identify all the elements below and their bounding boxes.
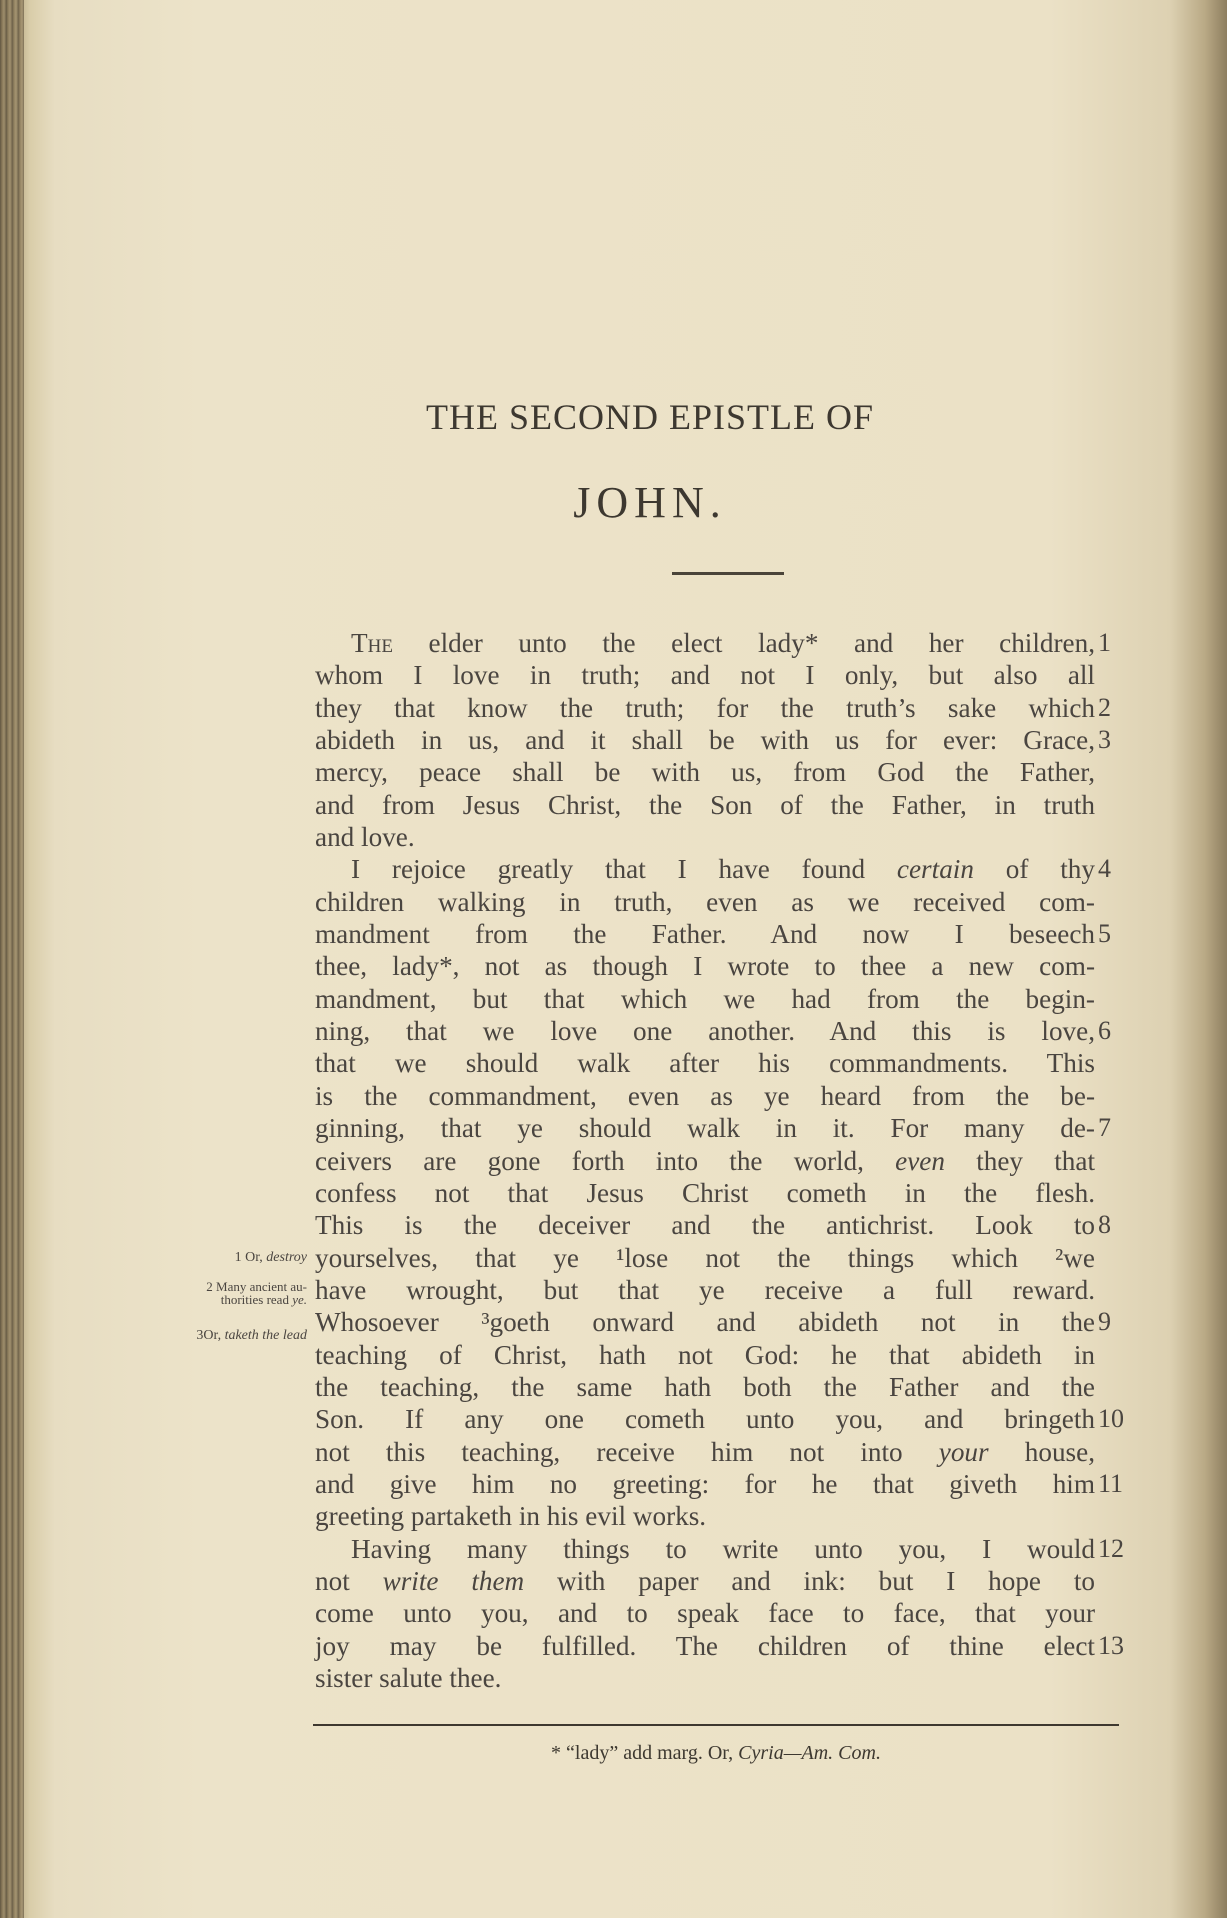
- text-line: whom I love in truth; and not I only, but also all: [315, 660, 1095, 691]
- text-line: ning, that we love one another. And this is love,: [315, 1016, 1095, 1047]
- text-line: sister salute thee.: [315, 1663, 502, 1693]
- text-line: ginning, that ye should walk in it. For many de-: [315, 1113, 1095, 1144]
- text-line: and love.: [315, 822, 415, 853]
- margin-note-3: 3Or, taketh the lead: [196, 1328, 307, 1343]
- text-line: greeting partaketh in his evil works.: [315, 1501, 707, 1532]
- scripture-text: [315, 627, 1095, 1694]
- text-line: come unto you, and to speak face to face, that your: [315, 1598, 1095, 1629]
- verse-number: 9: [1098, 1307, 1111, 1337]
- footnote-divider: [313, 1724, 1119, 1726]
- epistle-title-line1: THE SECOND EPISTLE OF: [425, 397, 874, 437]
- text-line: mandment from the Father. And now I beseech: [315, 919, 1095, 950]
- text-line: not this teaching, receive him not into your house,: [315, 1436, 1095, 1467]
- verse-number: 7: [1098, 1113, 1111, 1143]
- text-line: confess not that Jesus Christ cometh in the flesh.: [315, 1177, 1095, 1208]
- text-line: This is the deceiver and the antichrist. Look to: [315, 1210, 1095, 1241]
- verse-number: 13: [1098, 1630, 1124, 1660]
- verse-number: 11: [1098, 1469, 1124, 1499]
- verse-number: 1: [1098, 628, 1111, 657]
- text-line: yourselves, that ye ¹lose not the things which ²we: [315, 1242, 1095, 1273]
- text-line: that we should walk after his commandments. This: [315, 1048, 1095, 1079]
- verse-number: 8: [1098, 1210, 1111, 1240]
- verse-number: 4: [1098, 854, 1111, 884]
- verse-number: 2: [1098, 692, 1111, 722]
- verse-number: 3: [1098, 725, 1111, 755]
- text-line: they that know the truth; for the truth’s sake which: [315, 692, 1095, 723]
- margin-note-1: 1 Or, destroy: [234, 1250, 307, 1265]
- text-line: and from Jesus Christ, the Son of the Father, in truth: [315, 789, 1095, 820]
- text-line: I rejoice greatly that I have found certain of thy: [351, 854, 1095, 885]
- text-line: not write them with paper and ink: but I hope to: [315, 1565, 1095, 1596]
- text-line: Having many things to write unto you, I would: [351, 1533, 1095, 1564]
- title-divider: [672, 572, 784, 575]
- text-line: abideth in us, and it shall be with us for ever: Grace,: [315, 725, 1095, 756]
- text-line: mercy, peace shall be with us, from God the Father,: [315, 757, 1095, 788]
- footnote: * “lady” add marg. Or, Cyria—Am. Com.: [551, 1742, 881, 1764]
- text-line: the teaching, the same hath both the Father and the: [315, 1371, 1095, 1402]
- verse-number: 6: [1098, 1016, 1111, 1046]
- margin-note-2: 2 Many ancient au- thorities read ye.: [206, 1279, 307, 1307]
- text-line: children walking in truth, even as we received com-: [315, 886, 1095, 917]
- text-line: teaching of Christ, hath not God: he that abideth in: [315, 1339, 1095, 1370]
- text-line: The elder unto the elect lady* and her children,: [351, 628, 1095, 658]
- page-edge: [0, 0, 24, 1918]
- text-line: joy may be fulfilled. The children of thine elect: [315, 1630, 1095, 1661]
- verse-number: 12: [1098, 1533, 1124, 1563]
- text-line: Son. If any one cometh unto you, and bringeth: [315, 1404, 1095, 1435]
- epistle-title-line2: JOHN.: [573, 478, 727, 527]
- text-line: thee, lady*, not as though I wrote to thee a new com-: [315, 951, 1095, 982]
- text-line: is the commandment, even as ye heard from the be-: [315, 1080, 1095, 1111]
- text-line: have wrought, but that ye receive a full reward.: [315, 1274, 1095, 1305]
- text-line: ceivers are gone forth into the world, even they that: [315, 1145, 1095, 1176]
- text-line: mandment, but that which we had from the begin-: [315, 983, 1095, 1014]
- verse-number: 10: [1098, 1404, 1124, 1434]
- text-line: and give him no greeting: for he that giveth him: [315, 1468, 1095, 1499]
- text-line: Whosoever ³goeth onward and abideth not in the: [315, 1307, 1095, 1338]
- verse-number: 5: [1098, 919, 1111, 949]
